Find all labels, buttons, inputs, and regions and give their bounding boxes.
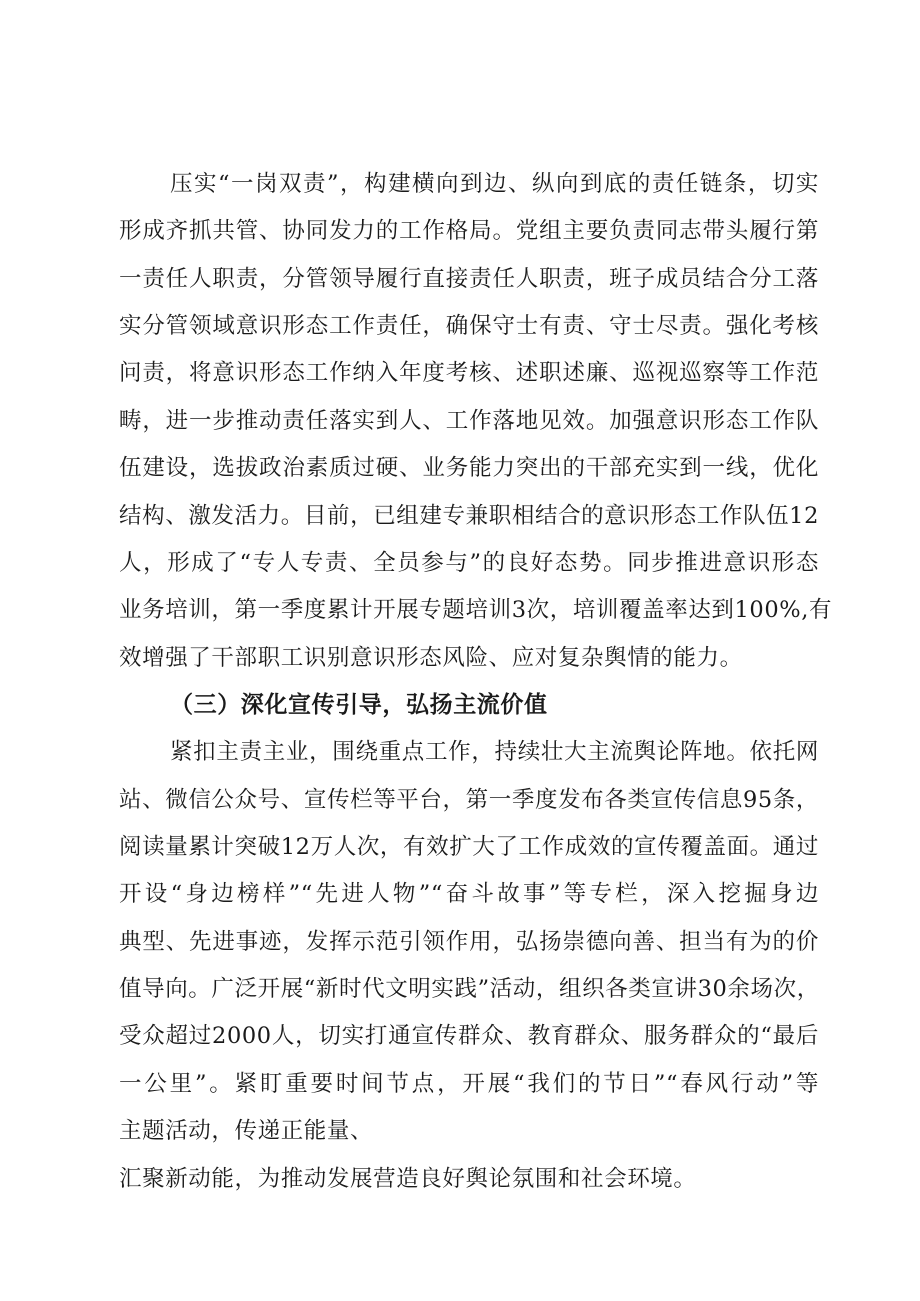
paragraph1-line-10: 业务培训，第一季度累计开展专题培训3次，培训覆盖率达到100%,有 [119, 597, 833, 623]
paragraph1-line-8: 结构、激发活力。目前，已组建专兼职相结合的意识形态工作队伍12 [119, 503, 819, 529]
paragraph1-line-2: 形成齐抓共管、协同发力的工作格局。党组主要负责同志带头履行第 [119, 218, 819, 244]
section3-line-6: 值导向。广泛开展“新时代文明实践”活动，组织各类宣讲30余场次， [119, 976, 820, 1002]
section3-line-2: 站、微信公众号、宣传栏等平台，第一季度发布各类宣传信息95条， [119, 787, 819, 813]
paragraph1-line-9: 人，形成了“专人专责、全员参与”的良好态势。同步推进意识形态 [119, 550, 819, 576]
paragraph1-line-5: 问责，将意识形态工作纳入年度考核、述职述廉、巡视巡察等工作范 [119, 360, 819, 386]
section3-line-4: 开设“身边榜样”“先进人物”“奋斗故事”等专栏，深入挖掘身边 [119, 881, 819, 907]
paragraph1-line-1: 压实“一岗双责”，构建横向到边、纵向到底的责任链条，切实 [170, 171, 819, 197]
paragraph1-line-6: 畴，进一步推动责任落实到人、工作落地见效。加强意识形态工作队 [119, 408, 819, 434]
section3-line-8: 一公里”。紧盯重要时间节点，开展“我们的节日”“春风行动”等 [119, 1071, 819, 1097]
section3-line-9: 主题活动，传递正能量、 [119, 1118, 374, 1144]
section3-line-3: 阅读量累计突破12万人次，有效扩大了工作成效的宣传覆盖面。通过 [119, 834, 819, 860]
section3-heading: （三）深化宣传引导，弘扬主流价值 [170, 692, 548, 718]
paragraph1-line-11: 效增强了干部职工识别意识形态风险、应对复杂舆情的能力。 [119, 645, 743, 671]
paragraph1-line-7: 伍建设，选拔政治素质过硬、业务能力突出的干部充实到一线，优化 [119, 455, 819, 481]
section3-line-5: 典型、先进事迹，发挥示范引领作用，弘扬崇德向善、担当有为的价 [119, 929, 819, 955]
paragraph1-line-3: 一责任人职责，分管领导履行直接责任人职责，班子成员结合分工落 [119, 266, 819, 292]
section3-line-1: 紧扣主责主业，围绕重点工作，持续壮大主流舆论阵地。依托网 [170, 739, 819, 765]
paragraph1-line-4: 实分管领域意识形态工作责任，确保守士有责、守士尽责。强化考核 [119, 313, 819, 339]
section3-line-10: 汇聚新动能，为推动发展营造良好舆论氛围和社会环境。 [119, 1166, 697, 1192]
section3-line-7: 受众超过2000人，切实打通宣传群众、教育群众、服务群众的“最后 [119, 1023, 819, 1049]
